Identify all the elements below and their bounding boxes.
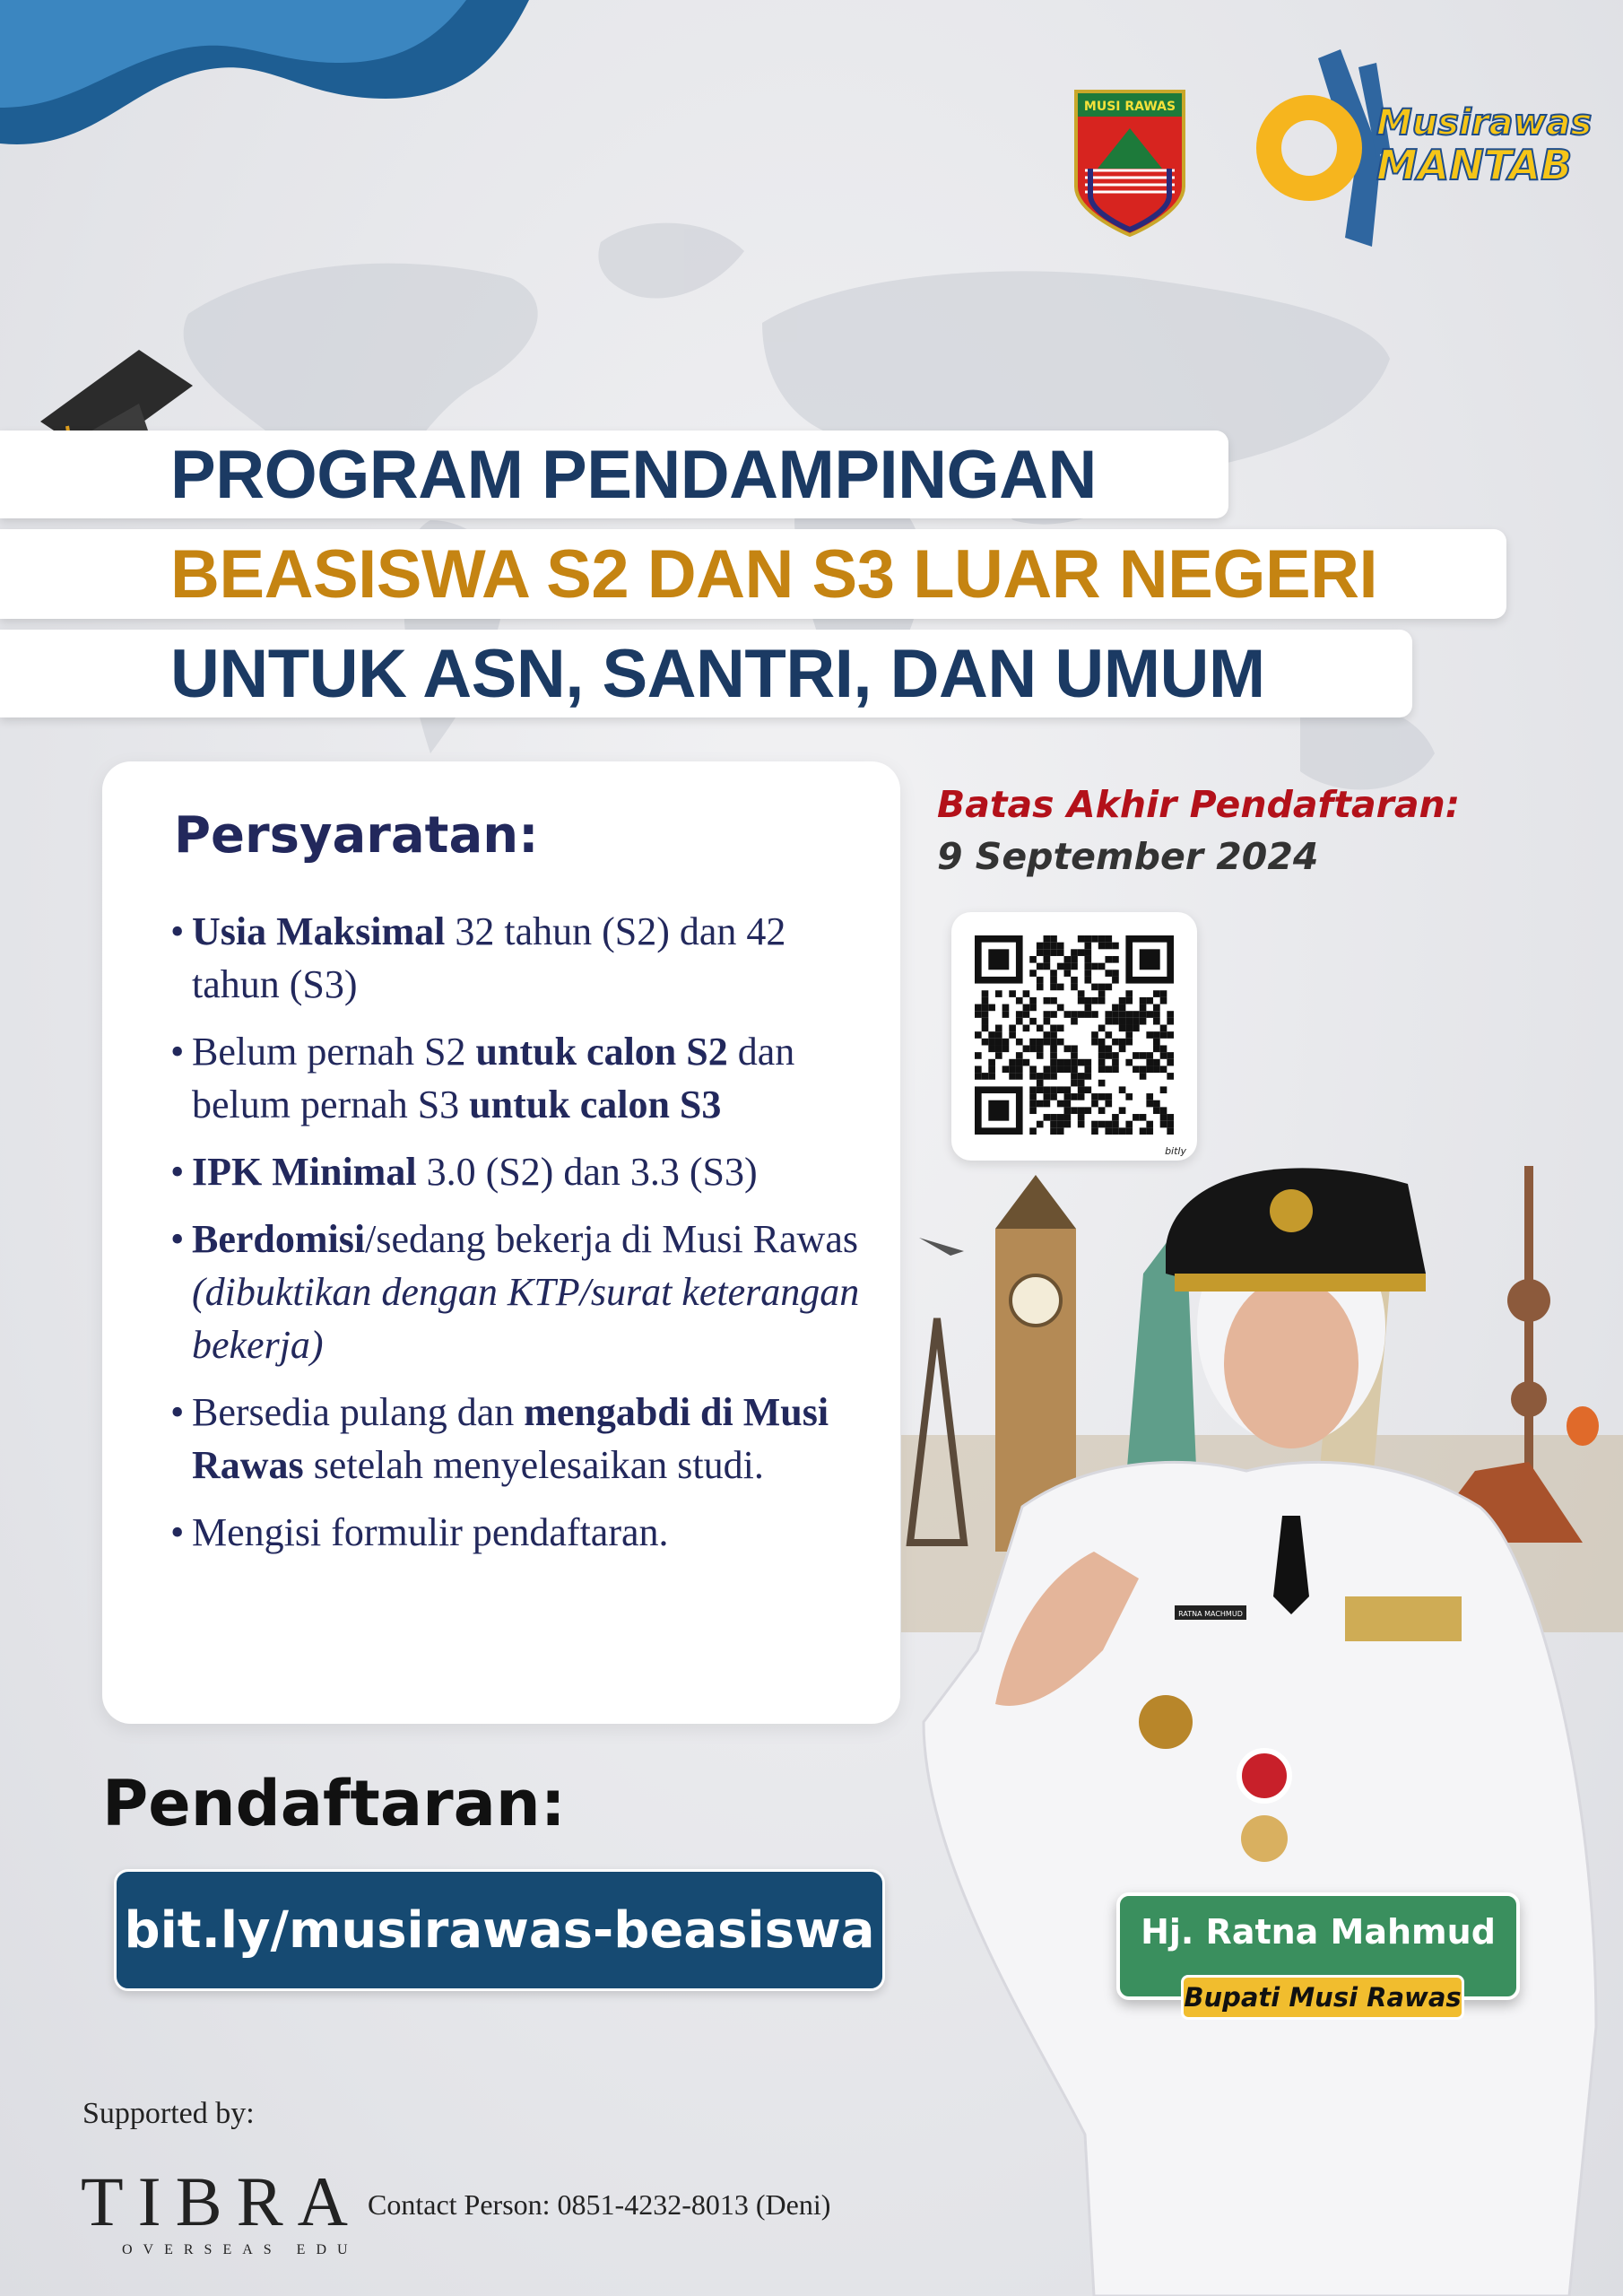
requirement-item	[192, 1145, 873, 1198]
registration-url: bit.ly/musirawas-beasiswa	[124, 1900, 875, 1960]
deadline	[937, 778, 1460, 883]
requirement-text: Bersedia pulang dan	[192, 1390, 525, 1434]
requirement-text: 32 tahun (S2) dan 42 tahun (S3)	[192, 909, 786, 1006]
registration-heading: Pendaftaran:	[102, 1767, 566, 1840]
registration-link-button[interactable]	[114, 1869, 885, 1991]
requirement-text: setelah menyelesaikan studi.	[303, 1443, 764, 1487]
requirement-item	[192, 905, 873, 1011]
requirement-text: dan belum pernah S3	[192, 1030, 795, 1126]
requirement-text: Belum pernah S2	[192, 1030, 476, 1074]
requirement-text: Mengisi formulir pendaftaran.	[192, 1510, 669, 1554]
qr-brand: bitly	[1165, 1145, 1186, 1157]
name-badge-text: RATNA MACHMUD	[1178, 1610, 1243, 1618]
official-portrait	[906, 1148, 1623, 2296]
requirements-list	[192, 905, 873, 1573]
requirement-text: 3.0 (S2) dan 3.3 (S3)	[416, 1150, 758, 1194]
requirement-text: (dibuktikan dengan KTP/surat keterangan bekerja)	[192, 1270, 860, 1367]
requirement-item	[192, 1386, 873, 1492]
requirement-item	[192, 1213, 873, 1371]
requirement-text: IPK Minimal	[192, 1150, 417, 1194]
requirements-card	[102, 761, 900, 1724]
svg-text:Musirawas: Musirawas	[1376, 102, 1593, 144]
registration-qr-code[interactable]	[951, 912, 1197, 1161]
requirement-text: Berdomisi	[192, 1217, 366, 1261]
svg-text:MANTAB: MANTAB	[1376, 141, 1573, 189]
regency-emblem	[1072, 88, 1187, 239]
official-name-tag	[1116, 1892, 1520, 2013]
requirement-text: untuk calon S3	[469, 1083, 722, 1126]
qr-code-pattern	[975, 935, 1174, 1135]
tibra-logo-tagline: OVERSEAS EDU	[122, 2242, 359, 2257]
official-name: Hj. Ratna Mahmud	[1141, 1912, 1496, 1952]
contact-person: Contact Person: 0851-4232-8013 (Deni)	[368, 2188, 831, 2221]
title-line-2	[0, 529, 1506, 619]
requirement-item	[192, 1025, 873, 1131]
title-line-3	[0, 630, 1412, 718]
deadline-date: 9 September 2024	[937, 835, 1319, 878]
title-line-2-text: BEASISWA S2 DAN S3 LUAR NEGERI	[170, 535, 1378, 613]
deadline-label: Batas Akhir Pendaftaran:	[937, 783, 1461, 826]
svg-text:MUSI RAWAS: MUSI RAWAS	[1083, 100, 1176, 114]
requirement-text: Usia Maksimal	[192, 909, 446, 953]
requirement-text: mengabdi di Musi Rawas	[192, 1390, 829, 1487]
official-role: Bupati Musi Rawas	[1181, 1975, 1464, 2020]
tibra-logo-name: TIBRA	[81, 2162, 362, 2240]
requirement-text: untuk calon S2	[475, 1030, 728, 1074]
title-line-3-text: UNTUK ASN, SANTRI, DAN UMUM	[170, 635, 1265, 712]
requirement-item	[192, 1506, 873, 1559]
tibra-logo	[81, 2161, 362, 2258]
title-line-1	[0, 430, 1228, 518]
decorative-wave	[0, 0, 538, 161]
title-line-1-text: PROGRAM PENDAMPINGAN	[170, 436, 1097, 513]
supported-by-label: Supported by:	[82, 2097, 255, 2130]
requirements-heading: Persyaratan:	[174, 806, 539, 865]
requirement-text: /sedang bekerja di Musi Rawas	[365, 1217, 858, 1261]
musirawas-mantab-logo	[1255, 40, 1593, 251]
